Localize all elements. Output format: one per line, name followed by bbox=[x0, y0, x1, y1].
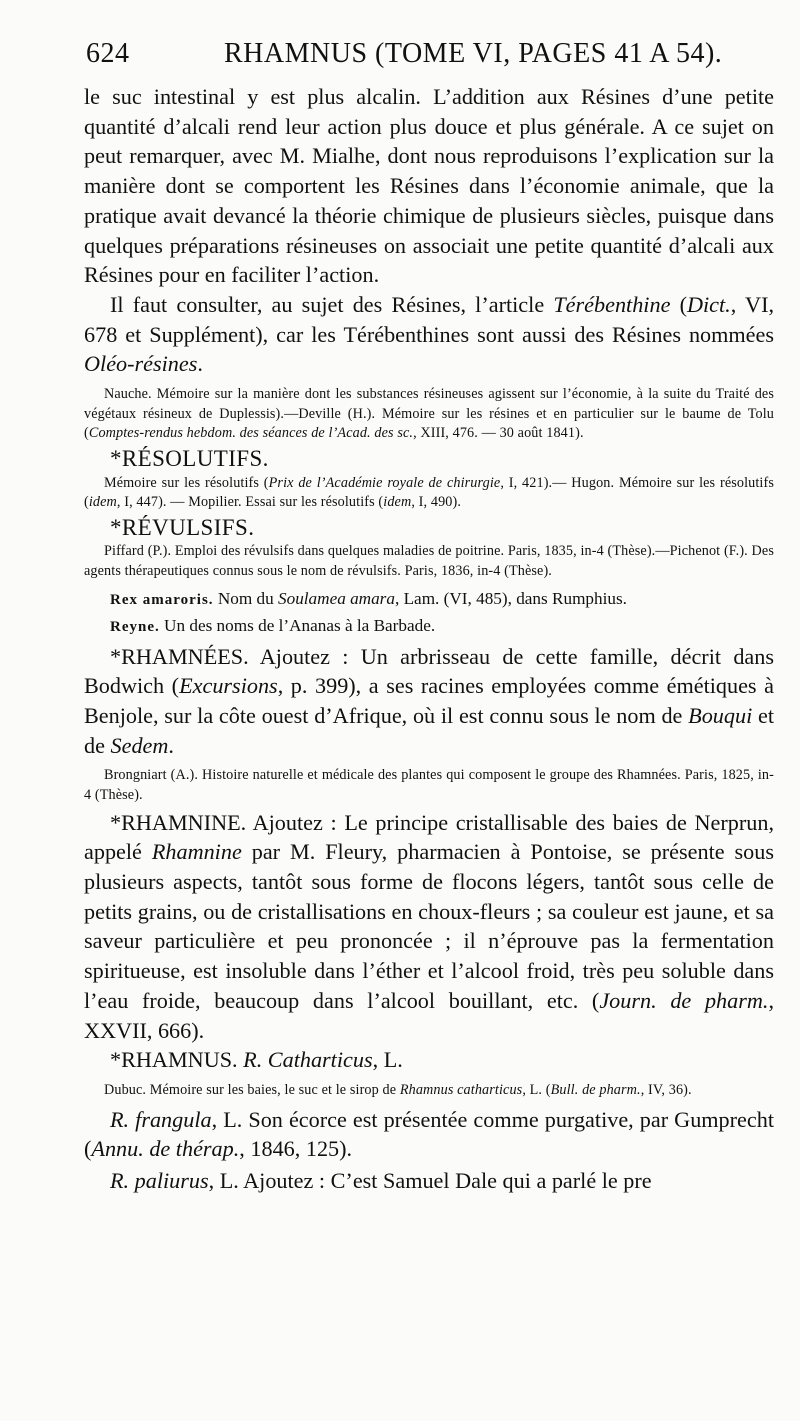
italic-run: Bouqui bbox=[688, 703, 753, 728]
italic-run: Prix de l’Académie royale de chirurgie bbox=[268, 474, 501, 491]
text-run: , 1846, 125). bbox=[239, 1136, 353, 1162]
entry-heading: *RÉVULSIFS. bbox=[110, 514, 255, 540]
entry-rex-amaroris bbox=[84, 586, 774, 613]
page-number: 624 bbox=[86, 38, 130, 69]
entry-heading: *RHAMNÉES. bbox=[110, 643, 249, 669]
italic-run: Sedem bbox=[110, 732, 169, 758]
entry-rhamnine bbox=[84, 808, 774, 1046]
italic-run: Comptes-rendus hebdom. des séances de l’Acad. des sc. bbox=[88, 425, 414, 442]
text-run: . bbox=[168, 732, 174, 758]
text-run: , L. ( bbox=[522, 1081, 551, 1098]
italic-run: Journ. de pharm. bbox=[599, 987, 769, 1013]
text-run: , L. Ajoutez : C’est Samuel Dale qui a parlé le pre bbox=[208, 1167, 652, 1193]
entry-rhamnus-frangula bbox=[84, 1105, 774, 1164]
text-run: , XIII, 476. — 30 août 1841). bbox=[413, 425, 584, 442]
running-head-title: RHAMNUS (TOME VI, PAGES 41 A 54). bbox=[224, 38, 723, 69]
italic-run: Oléo-résines bbox=[84, 351, 198, 377]
text-run: Ajoutez : Un arbrisseau de cette famille, décrit dans Bodwich ( bbox=[84, 643, 774, 699]
text-run: par M. Fleury, pharmacien à Pontoise, se présente sous plusieurs aspects, tantôt sous forme de flocons légers, tantôt sous celle de petits grains, ou de cristallisations en choux-fleurs ; sa couleur est jaune, et sa saveur particulière et peu prononcée ; il n’éprouve pas la fermentation spiritueuse, est insoluble dans l’éther et l’alcool froid, très peu soluble dans l’eau froide, beaucoup dans l’alcool bouillant, etc. ( bbox=[84, 839, 774, 1013]
heading-resolutifs bbox=[84, 444, 774, 474]
entry-heading: *RÉSOLUTIFS. bbox=[110, 445, 269, 471]
text-run: , XXVII, 666). bbox=[84, 987, 774, 1043]
bibliography-rhamnees bbox=[84, 766, 774, 805]
text-run: , Lam. (VI, 485), dans Rumphius. bbox=[394, 588, 627, 608]
text-run: , I, 447). — Mopilier. Essai sur les résolutifs ( bbox=[116, 494, 384, 511]
italic-run: Soulamea amara bbox=[278, 588, 395, 608]
entry-heading: *RHAMNUS. bbox=[110, 1047, 238, 1073]
entry-rhamnees bbox=[84, 642, 774, 761]
italic-run: Bull. de pharm. bbox=[550, 1081, 641, 1098]
paragraph-consulter bbox=[84, 290, 774, 379]
italic-run: R. paliurus bbox=[110, 1167, 209, 1193]
italic-run: Térébenthine bbox=[553, 291, 671, 317]
entry-rhamnus-paliurus bbox=[84, 1166, 774, 1196]
text-run: ( bbox=[670, 291, 687, 317]
text-run: , I, 421).— Hugon. Mémoire sur les résolutifs ( bbox=[84, 474, 774, 511]
text-run: et de bbox=[84, 703, 775, 758]
italic-run: Rhamnus catharticus bbox=[399, 1081, 523, 1098]
italic-run: Annu. de thérap. bbox=[91, 1136, 240, 1162]
text-run: Piffard (P.). Emploi des révulsifs dans quelques maladies de poitrine. Paris, 1835, in-4 (Thèse).—Pichenot (F.). Des agents thérapeutiques connus sous le nom de révulsifs. Paris, 1836, in-4 (Thèse). bbox=[84, 543, 774, 579]
entry-rhamnus bbox=[84, 1045, 774, 1075]
text-run: Ajoutez : Le principe cristallisable des baies de Nerprun, appelé bbox=[84, 809, 774, 865]
paragraph-resines-intro bbox=[84, 82, 774, 290]
italic-run: Rhamnine bbox=[151, 839, 242, 865]
text-run: Mémoire sur les résolutifs ( bbox=[104, 474, 269, 491]
bibliography-revulsifs bbox=[84, 542, 774, 581]
text-run: Brongniart (A.). Histoire naturelle et médicale des plantes qui composent le groupe des Rhamnées. Paris, 1825, in-4 (Thèse). bbox=[84, 767, 774, 803]
heading-revulsifs bbox=[84, 513, 774, 543]
text-run: Nauche. Mémoire sur la manière dont les substances résineuses agissent sur l’économie, à la suite du Traité des végétaux résineux de Duplessis).—Deville (H.). Mémoire sur les résines et en particulier sur le baume de Tolu ( bbox=[84, 386, 774, 442]
entry-name: Rex amaroris. bbox=[110, 591, 214, 608]
paragraph-text: le suc intestinal y est plus alcalin. L’addition aux Résines d’une petite quantité d’alcali rend leur action plus douce et plus générale. A ce sujet on peut remarquer, avec M. Mialhe, dont nous reproduisons l’explication sur la manière dont se comportent les Résines dans l’économie animale, que la pratique avait devancé la théorie chimique de plusieurs siècles, puisque dans quelques préparations résineuses on associait une petite quantité d’alcali aux Résines pour en faciliter l’action. bbox=[84, 84, 774, 288]
italic-run: idem bbox=[383, 494, 412, 511]
text-run: , L. Son écorce est présentée comme purgative, par Gumprecht ( bbox=[84, 1106, 774, 1162]
text-run: Dubuc. Mémoire sur les baies, le suc et le sirop de bbox=[104, 1081, 400, 1098]
text-run: , L. bbox=[372, 1047, 403, 1073]
bibliography-rhamnus bbox=[84, 1081, 774, 1101]
text-run: . bbox=[197, 351, 203, 377]
bibliography-resolutifs bbox=[84, 474, 774, 513]
bibliography-resines bbox=[84, 385, 774, 444]
text-run: , IV, 36). bbox=[640, 1081, 692, 1098]
running-head bbox=[86, 38, 766, 78]
text-run: Un des noms de l’Ananas à la Barbade. bbox=[159, 615, 436, 635]
italic-run: idem bbox=[88, 494, 117, 511]
text-run: , I, 490). bbox=[411, 494, 462, 511]
page-text bbox=[84, 82, 774, 1196]
italic-run: Dict. bbox=[686, 291, 731, 317]
entry-reyne bbox=[84, 613, 774, 640]
italic-run: Excursions bbox=[179, 673, 278, 699]
entry-heading: *RHAMNINE. bbox=[110, 809, 247, 835]
italic-run: R. frangula bbox=[110, 1106, 212, 1132]
text-run: Nom du bbox=[213, 588, 278, 608]
text-run: , VI, 678 et Supplément), car les Térébenthines sont aussi des Résines nommées bbox=[84, 291, 775, 347]
italic-run: R. Catharticus bbox=[243, 1047, 373, 1073]
text-run: , p. 399), a ses racines employées comme émétiques à Benjole, sur la côte ouest d’Afrique, où il est connu sous le nom de bbox=[84, 673, 774, 728]
text-run: Il faut consulter, au sujet des Résines, l’article bbox=[110, 291, 554, 317]
entry-name: Reyne. bbox=[110, 618, 160, 635]
